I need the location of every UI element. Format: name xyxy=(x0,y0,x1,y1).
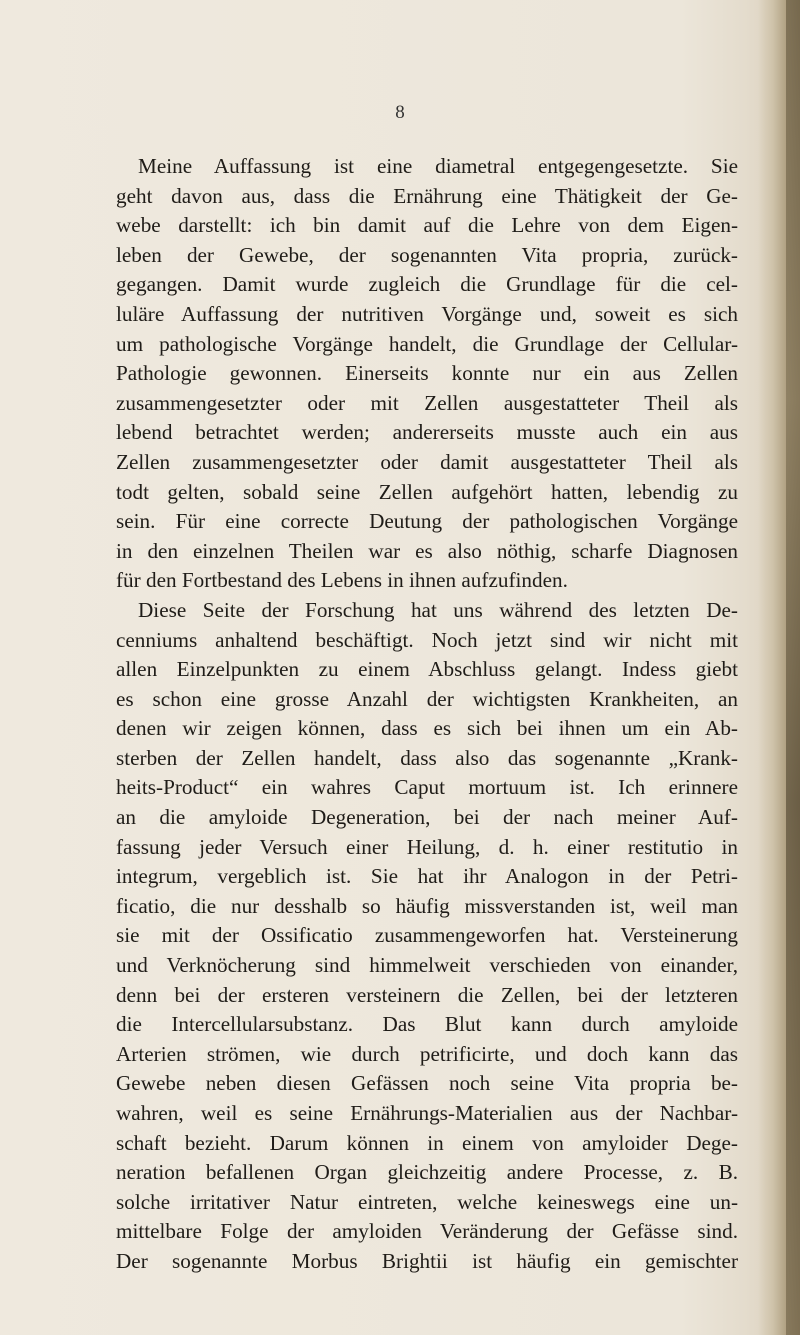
text-line: gegangen. Damit wurde zugleich die Grundlage für die cel- xyxy=(116,272,738,297)
text-line: Der sogenannte Morbus Brightii ist häufig ein gemischter xyxy=(116,1248,738,1273)
text-line: in den einzelnen Theilen war es also nöthig, scharfe Diagnosen xyxy=(116,538,738,563)
text-line: solche irritativer Natur eintreten, welche keineswegs eine un- xyxy=(116,1189,738,1214)
text-line: sein. Für eine correcte Deutung der pathologischen Vorgänge xyxy=(116,509,738,534)
text-line: todt gelten, sobald seine Zellen aufgehört hatten, lebendig zu xyxy=(116,479,738,504)
text-line: zusammengesetzter oder mit Zellen ausgestatteter Theil als xyxy=(116,390,738,415)
text-line: sie mit der Ossificatio zusammengeworfen hat. Versteinerung xyxy=(116,923,738,948)
text-line: fassung jeder Versuch einer Heilung, d. h. einer restitutio in xyxy=(116,834,738,859)
text-line: denen wir zeigen können, dass es sich bei ihnen um ein Ab- xyxy=(116,716,738,741)
text-line: cenniums anhaltend beschäftigt. Noch jetzt sind wir nicht mit xyxy=(116,627,738,652)
text-line: schaft bezieht. Darum können in einem von amyloider Dege- xyxy=(116,1130,738,1155)
text-line: an die amyloide Degeneration, bei der nach meiner Auf- xyxy=(116,805,738,830)
text-line: Meine Auffassung ist eine diametral entgegengesetzte. Sie xyxy=(138,154,738,178)
text-line: geht davon aus, dass die Ernährung eine Thätigkeit der Ge- xyxy=(116,183,738,208)
text-line: luläre Auffassung der nutritiven Vorgänge und, soweit es sich xyxy=(116,301,738,326)
text-line: heits-Product“ ein wahres Caput mortuum ist. Ich erinnere xyxy=(116,775,738,800)
text-line: für den Fortbestand des Lebens in ihnen aufzufinden. xyxy=(116,568,568,593)
text-line: mittelbare Folge der amyloiden Veränderung der Gefässe sind. xyxy=(116,1219,738,1244)
page-number: 8 xyxy=(395,102,405,123)
text-line: um pathologische Vorgänge handelt, die Grundlage der Cellular- xyxy=(116,331,738,356)
text-line: leben der Gewebe, der sogenannten Vita propria, zurück- xyxy=(116,242,738,267)
page-edge-binding xyxy=(786,0,800,1335)
text-line: denn bei der ersteren versteinern die Zellen, bei der letzteren xyxy=(116,982,738,1007)
text-line: integrum, vergeblich ist. Sie hat ihr Analogon in der Petri- xyxy=(116,864,738,889)
text-line: es schon eine grosse Anzahl der wichtigsten Krankheiten, an xyxy=(116,686,738,711)
text-line: Diese Seite der Forschung hat uns während des letzten De- xyxy=(138,597,738,622)
text-line: die Intercellularsubstanz. Das Blut kann durch amyloide xyxy=(116,1012,738,1037)
text-line: allen Einzelpunkten zu einem Abschluss gelangt. Indess giebt xyxy=(116,657,738,682)
text-line: ficatio, die nur desshalb so häufig missverstanden ist, weil man xyxy=(116,893,738,918)
text-line: Arterien strömen, wie durch petrificirte, und doch kann das xyxy=(116,1041,738,1066)
text-line: Gewebe neben diesen Gefässen noch seine Vita propria be- xyxy=(116,1071,738,1096)
text-line: und Verknöcherung sind himmelweit verschieden von einander, xyxy=(116,953,738,978)
text-line: lebend betrachtet werden; andererseits musste auch ein aus xyxy=(116,420,738,445)
text-line: sterben der Zellen handelt, dass also das sogenannte „Krank- xyxy=(116,745,738,770)
text-line: neration befallenen Organ gleichzeitig andere Processe, z. B. xyxy=(116,1160,738,1185)
text-line: Zellen zusammengesetzter oder damit ausgestatteter Theil als xyxy=(116,449,738,474)
text-line: Pathologie gewonnen. Einerseits konnte nur ein aus Zellen xyxy=(116,361,738,386)
body-text xyxy=(116,152,738,1277)
text-line: webe darstellt: ich bin damit auf die Lehre von dem Eigen- xyxy=(116,213,738,238)
text-line: wahren, weil es seine Ernährungs-Materialien aus der Nachbar- xyxy=(116,1101,738,1125)
